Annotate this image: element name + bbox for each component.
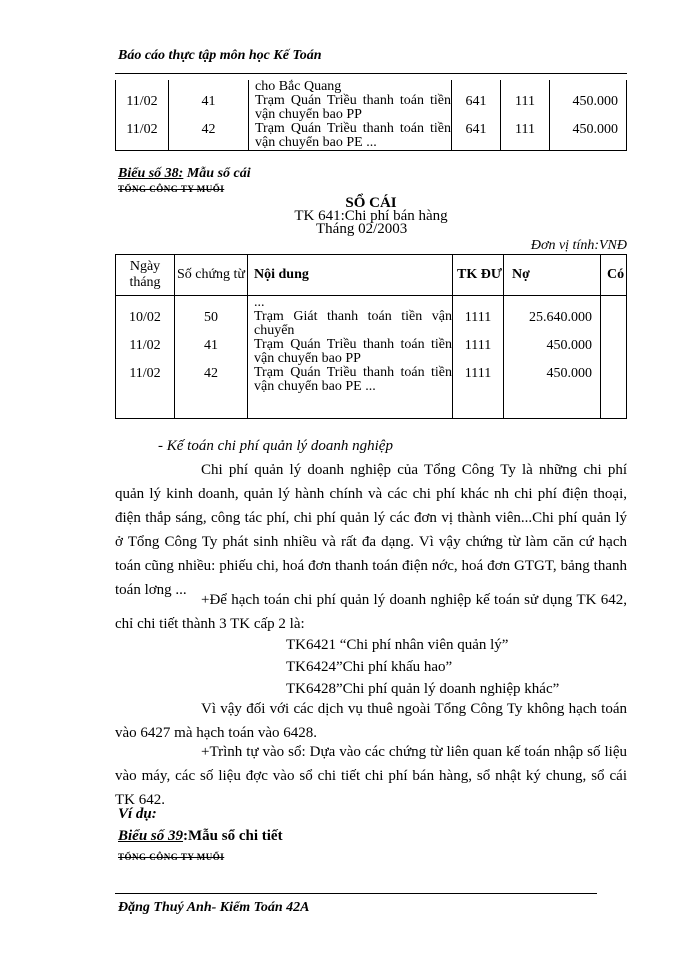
col-tk: TK ĐƯ	[453, 255, 504, 296]
ledger-subtitle: TK 641:Chi phí bán hàng	[294, 208, 448, 224]
journal-table-continuation	[115, 80, 627, 151]
company-name: TỔNG CÔNG TY MUỐI	[118, 184, 225, 194]
paragraph-2: +Để hạch toán chi phí quản lý doanh nghiệp kế toán sử dụng TK 642, chỉ chi tiết thành 3 TK cấp 2 là:	[115, 592, 627, 632]
paragraph-4: +Trình tự vào sổ: Dựa vào các chứng từ liên quan kế toán nhập số liệu vào máy, các số liệu đợc vào sổ chi tiết chi phí bán hàng, sổ nhật ký chung, sổ cái TK 642.	[115, 744, 627, 808]
paragraph-3: Vì vậy đối với các dịch vụ thuê ngoài Tổng Công Ty không hạch toán vào 6427 mà hạch toán vào 6428.	[115, 701, 627, 741]
list-item: TK6421 “Chi phí nhân viên quản lý”	[286, 637, 509, 653]
page-header: Báo cáo thực tập môn học Kế Toán	[118, 48, 322, 63]
table-row: 10/02 50 Trạm Giát thanh toán tiền vận chuyển 1111 25.640.000	[116, 310, 627, 338]
page-footer: Đặng Thuý Anh- Kiểm Toán 42A	[118, 900, 310, 915]
tk-list	[286, 634, 559, 700]
list-item: TK6424”Chi phí khấu hao”	[286, 659, 453, 675]
ledger-unit: Đơn vị tính:VNĐ	[530, 238, 627, 253]
example-label: Ví dụ:	[118, 806, 157, 822]
section-heading: - Kế toán chi phí quản lý doanh nghiệp	[158, 438, 393, 454]
ledger-title: SỔ CÁI	[345, 195, 397, 211]
ledger-month: Tháng 02/2003	[316, 221, 408, 237]
table-header-row	[116, 255, 627, 296]
table-row: 11/02 42 Trạm Quán Triều thanh toán tiền vận chuyển bao PE ... 1111 450.000	[116, 366, 627, 418]
col-credit: Có	[601, 255, 627, 296]
col-num: Số chứng từ	[175, 255, 248, 296]
header-divider	[115, 73, 627, 74]
footer-divider	[115, 893, 597, 894]
table-row: 11/02 42 Trạm Quán Triều thanh toán tiền vận chuyển bao PE ... 641 111 450.000	[116, 122, 627, 151]
bieu-38-heading: Biểu số 38: Mẫu sổ cái	[118, 166, 251, 181]
company-name: TỔNG CÔNG TY MUỐI	[118, 852, 225, 862]
col-debit: Nợ	[504, 255, 601, 296]
table-row: cho Bắc Quang	[116, 80, 627, 94]
table-row: 11/02 41 Trạm Quán Triều thanh toán tiền vận chuyển bao PP 1111 450.000	[116, 338, 627, 366]
col-date: Ngày tháng	[116, 255, 175, 296]
table-row: ...	[116, 296, 627, 311]
list-item: TK6428”Chi phí quản lý doanh nghiệp khác”	[286, 681, 560, 697]
table-row: 11/02 41 Trạm Quán Triều thanh toán tiền vận chuyển bao PP 641 111 450.000	[116, 94, 627, 122]
ledger-table	[115, 254, 627, 419]
paragraph-1: Chi phí quản lý doanh nghiệp của Tổng Công Ty là những chi phí quản lý kinh doanh, quản lý hành chính và các chi phí khác nh chi phí điện thoại, điện thắp sáng, công tác phí, chi phí quản lý các đơn vị thành viên...Chi phí quản lý ở Tổng Công Ty phát sinh nhiều và rất đa dạng. Vì vậy chứng từ làm căn cứ hạch toán cũng nhiều: phiếu chi, hoá đơn thanh toán điện nớc, hoá đơn GTGT, bảng thanh toán lơng ...	[115, 462, 627, 598]
bieu-39-heading: Biểu số 39:Mẫu sổ chi tiết	[118, 828, 283, 844]
col-desc: Nội dung	[248, 255, 453, 296]
